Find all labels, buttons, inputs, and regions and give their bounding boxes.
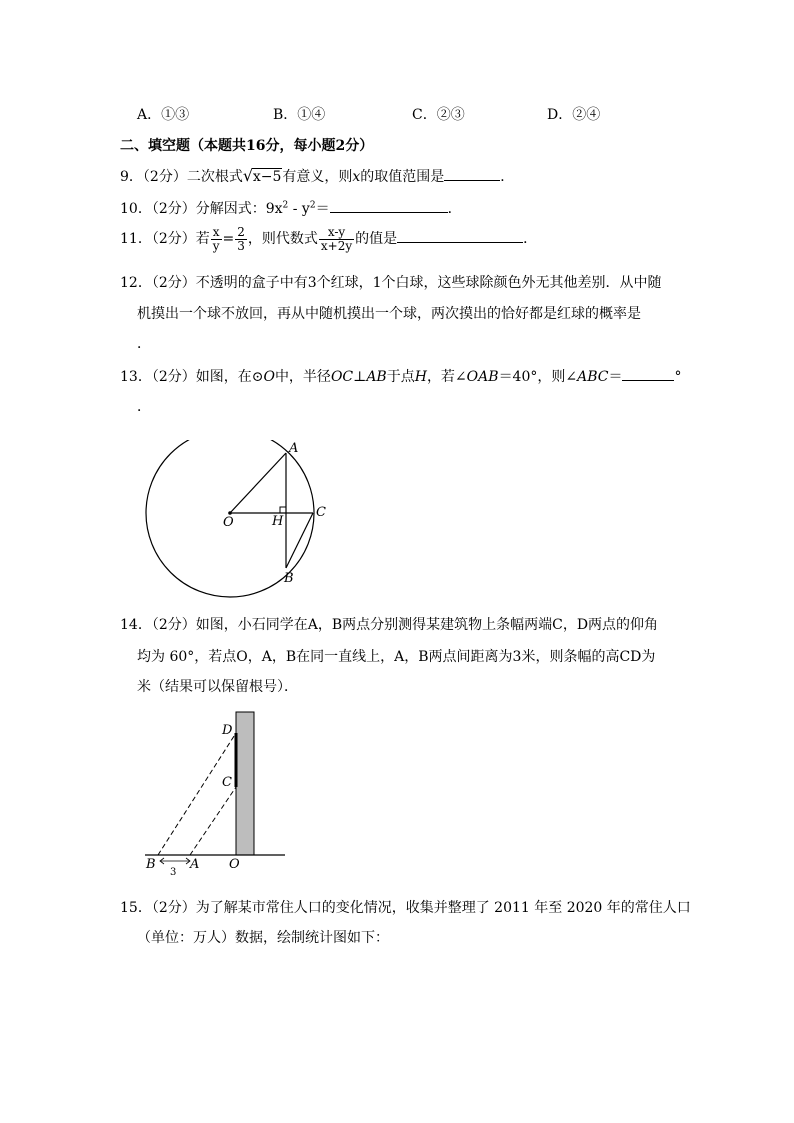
right-angle-mark (280, 507, 286, 513)
label-b: B (146, 857, 156, 872)
label-b: B (284, 571, 294, 586)
q11-fraction-3: $\frac{x-y}{x+2y}$ (320, 225, 353, 253)
answer-blank (622, 366, 674, 381)
question-9 (120, 166, 514, 186)
q13-perp: ⊥ (353, 369, 367, 385)
label-c: C (316, 505, 326, 520)
option-value: ①③ (161, 107, 190, 123)
q13-t5: ＝40°，则∠ (498, 369, 578, 385)
question-10 (120, 198, 462, 218)
q11-fraction-2: $\frac{2}{3}$ (237, 225, 245, 253)
answer-blank (397, 228, 523, 243)
option-value: ①④ (297, 107, 326, 123)
q11-end: ． (523, 231, 538, 248)
question-13-line-1 (120, 366, 681, 386)
label-o: O (223, 515, 234, 530)
q13-o: O (263, 369, 275, 385)
q13-ab: AB (366, 369, 387, 385)
q13-oab: OAB (466, 369, 499, 385)
question-12-line-3: ． (137, 336, 151, 352)
label-a: A (289, 441, 299, 456)
q9-prefix: 9．（2分）二次根式 (120, 169, 243, 185)
q11-text: ，则代数式 (247, 231, 318, 248)
label-h: H (272, 514, 284, 529)
sightline-bd (158, 733, 236, 855)
q11-prefix: 11．（2分）若 (120, 231, 210, 248)
q13-abc: ABC (577, 369, 609, 385)
q10-expr-c: ＝ (315, 201, 330, 217)
q13-t3: 于点 (386, 369, 415, 385)
q10-expr-a: 9x (265, 201, 283, 217)
question-15-line-1: 15．（2分）为了解某市常住人口的变化情况，收集并整理了 2011 年至 2020 年的常住人口 (120, 900, 691, 916)
q10-sup1: 2 (282, 200, 289, 211)
q9-radicand: x−5 (252, 169, 282, 185)
option-label: C． (412, 107, 437, 123)
q10-end: ． (447, 201, 462, 217)
question-12-line-2: 机摸出一个球不放回，再从中随机摸出一个球，两次摸出的恰好都是红球的概率是 (137, 306, 641, 322)
q13-t2: 中，半径 (274, 369, 331, 385)
question-13-line-2: ． (137, 399, 151, 415)
q13-t4: ，若∠ (426, 369, 467, 385)
question-15-line-2: （单位：万人）数据，绘制统计图如下： (137, 930, 389, 946)
q9-var: x (352, 169, 361, 185)
question-14-line-2: 均为 60°，若点O，A，B在同一直线上，A，B两点间距离为3米，则条幅的高CD为 (137, 649, 656, 665)
q13-t6: ＝ (608, 369, 623, 385)
label-a: A (190, 857, 200, 872)
segment-oa (230, 453, 286, 513)
q8-option-b (273, 104, 325, 124)
question-11 (120, 226, 537, 252)
q8-option-c (412, 104, 465, 124)
q10-sup2: 2 (309, 200, 316, 211)
q10-expr-b: - y (288, 201, 310, 217)
option-label: B． (273, 107, 298, 123)
q10-prefix: 10．（2分）分解因式： (120, 201, 266, 217)
q9-radical: √ x−5 (242, 166, 282, 185)
section-heading: 二、填空题（本题共16分，每小题2分） (120, 138, 374, 154)
option-label: D． (547, 107, 573, 123)
q8-option-a (137, 104, 189, 124)
question-14-line-3: 米（结果可以保留根号）． (137, 679, 298, 695)
q11-eq: = (222, 231, 235, 248)
answer-blank (444, 166, 500, 181)
q11-fraction-1: $\frac{x}{y}$ (212, 225, 220, 253)
question-12-line-1: 12．（2分）不透明的盒子中有3个红球，1个白球，这些球除颜色外无其他差别．从中随 (120, 275, 662, 291)
q11-text2: 的值是 (355, 231, 398, 248)
building-figure (140, 705, 290, 880)
sightline-ac (190, 787, 236, 855)
q8-option-d (547, 104, 600, 124)
q13-t1: 13．（2分）如图，在⊙ (120, 369, 264, 385)
circle-figure (140, 440, 340, 600)
label-o: O (229, 857, 240, 872)
option-value: ②③ (436, 107, 465, 123)
q9-text: 有意义，则 (282, 169, 353, 185)
label-d: D (222, 723, 233, 738)
q9-text2: 的取值范围是 (360, 169, 445, 185)
q13-deg: ° (674, 369, 682, 385)
q9-end: ． (500, 169, 515, 185)
building (236, 712, 254, 855)
label-c: C (222, 775, 232, 790)
option-value: ②④ (572, 107, 601, 123)
option-label: A． (137, 107, 162, 123)
question-14-line-1: 14．（2分）如图，小石同学在A，B两点分别测得某建筑物上条幅两端C，D两点的仰角 (120, 617, 659, 633)
distance-label: 3 (170, 867, 177, 878)
answer-blank (330, 198, 448, 213)
q13-h: H (414, 369, 427, 385)
q13-oc: OC (330, 369, 354, 385)
